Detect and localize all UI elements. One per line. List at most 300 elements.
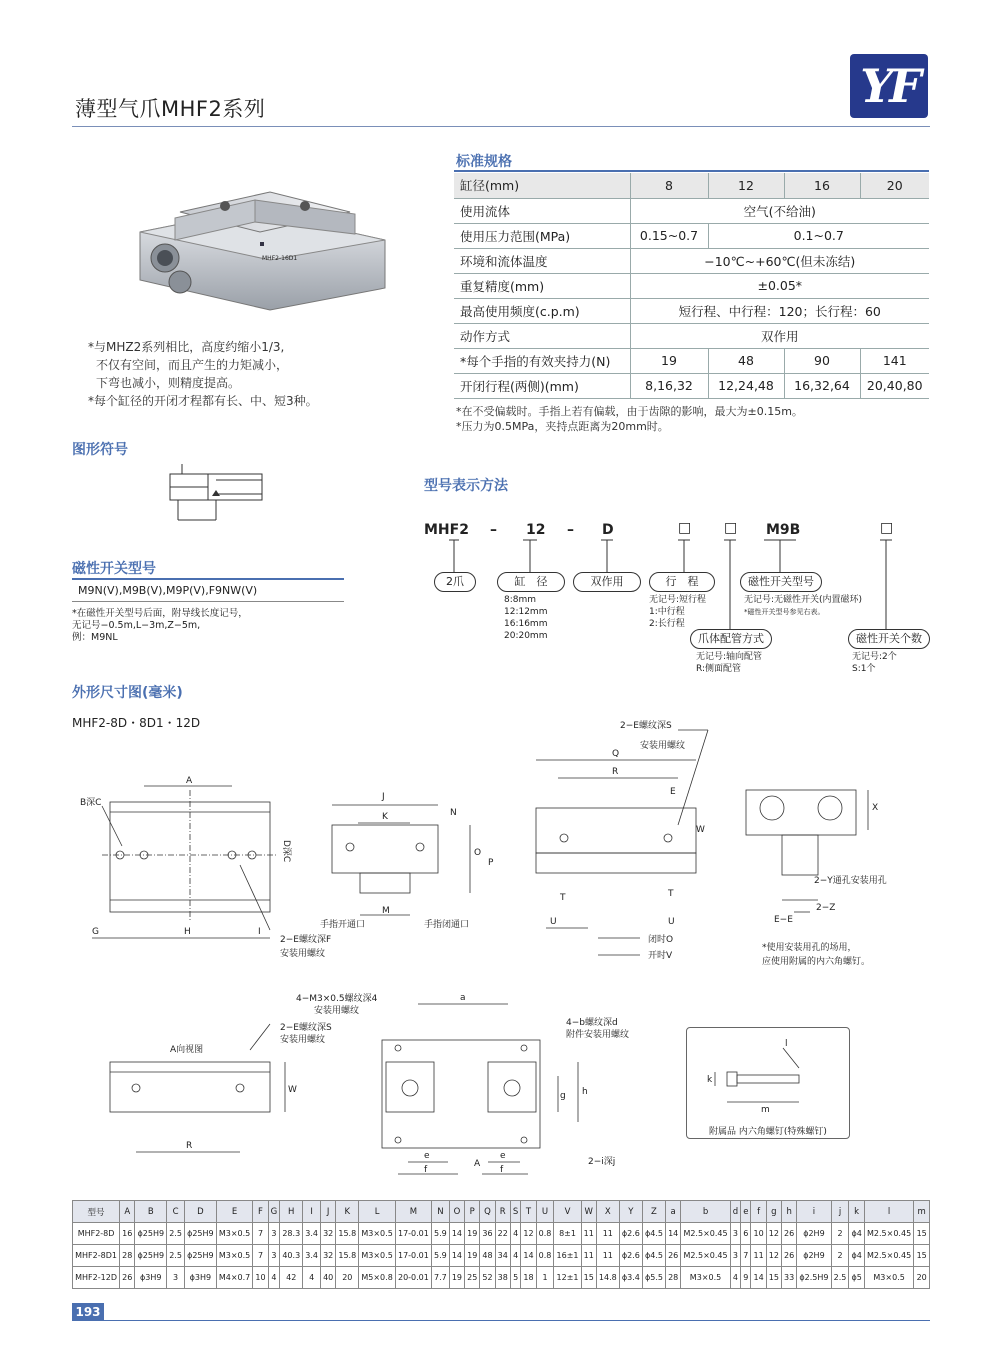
dim-cell: ϕ2H9 — [797, 1245, 831, 1267]
spec-label: *每个手指的有效夹持力(N) — [454, 348, 630, 373]
svg-text:U: U — [550, 917, 557, 927]
dim-cell: 2.5 — [167, 1245, 185, 1267]
dim-cell: M2.5×0.45 — [864, 1223, 913, 1245]
stroke-option: 无记号:短行程 — [649, 595, 707, 605]
bore-option: 20:20mm — [504, 631, 548, 641]
dims-heading: 外形尺寸图(毫米) — [72, 685, 183, 701]
label-switch-model: 磁性开关型号 — [740, 572, 822, 592]
mount-thread-label: 安装用螺纹 — [280, 949, 326, 959]
dim-cell: 7 — [253, 1223, 268, 1245]
dim-header-cell: l — [864, 1201, 913, 1223]
spec-rule — [454, 170, 929, 172]
code-action: D — [602, 522, 614, 538]
dim-cell: 25 — [465, 1267, 480, 1289]
dim-cell: 6 — [741, 1223, 751, 1245]
spec-row — [454, 373, 929, 398]
dim-header-cell: O — [449, 1201, 464, 1223]
dim-cell: ϕ25H9 — [135, 1245, 167, 1267]
code-dash: – — [490, 522, 497, 538]
dim-header-cell: K — [336, 1201, 359, 1223]
svg-text:e: e — [500, 1151, 506, 1161]
dim-cell: 5.9 — [431, 1245, 449, 1267]
svg-text:O: O — [474, 848, 482, 858]
dim-cell: 14 — [521, 1245, 536, 1267]
dim-cell: 2.5 — [167, 1223, 185, 1245]
dim-cell: 32 — [321, 1245, 336, 1267]
dim-cell: 1 — [536, 1267, 554, 1289]
feature-line: *与MHZ2系列相比，高度约缩小1/3, — [88, 340, 285, 354]
dim-cell: ϕ3H9 — [184, 1267, 216, 1289]
end-view-drawing — [738, 780, 928, 975]
switch-note: 例：M9NL — [72, 632, 118, 643]
dim-cell: 11 — [581, 1223, 596, 1245]
dim-header-cell: i — [797, 1201, 831, 1223]
dim-cell: 18 — [521, 1267, 536, 1289]
dim-cell: 10 — [253, 1267, 268, 1289]
spec-cell: −10℃~+60℃(但未冻结) — [630, 248, 929, 273]
spec-row — [454, 348, 929, 373]
dim-header-cell: U — [536, 1201, 554, 1223]
dim-cell: ϕ3.4 — [619, 1267, 642, 1289]
spec-cell: 空气(不给油) — [630, 198, 929, 223]
dims-subtitle: MHF2-8D・8D1・12D — [72, 716, 201, 730]
dim-header-cell: T — [521, 1201, 536, 1223]
dim-cell: 7.7 — [431, 1267, 449, 1289]
dim-cell: 4 — [510, 1245, 520, 1267]
dim-header-cell: I — [303, 1201, 321, 1223]
dim-cell: 3 — [268, 1245, 280, 1267]
spec-cell: 141 — [860, 348, 929, 373]
dim-cell: 26 — [666, 1245, 681, 1267]
spec-label: 缸径(mm) — [454, 173, 630, 198]
spec-table — [454, 173, 929, 399]
switch-note: 无记号−0.5m,L−3m,Z−5m, — [72, 620, 201, 631]
code-stroke-box: □ — [678, 520, 692, 536]
dim-header-cell: C — [167, 1201, 185, 1223]
dim-header-cell: H — [280, 1201, 303, 1223]
dim-cell: 5 — [510, 1267, 520, 1289]
m3-mount-text: 安装用螺纹 — [314, 1006, 360, 1016]
piping-option: 无记号:轴向配管 — [696, 652, 763, 662]
dim-row — [73, 1223, 930, 1245]
dim-cell: 15 — [766, 1267, 781, 1289]
dim-cell: 4 — [510, 1223, 520, 1245]
label-action: 双作用 — [573, 572, 641, 592]
svg-text:R: R — [186, 1141, 193, 1151]
dim-cell: 11 — [581, 1245, 596, 1267]
thread-es-label: 2−E螺纹深S — [620, 721, 672, 731]
dim-cell: 3 — [730, 1223, 740, 1245]
dim-cell: M2.5×0.45 — [681, 1223, 730, 1245]
dim-cell: 12 — [521, 1223, 536, 1245]
dim-cell: 15 — [914, 1223, 930, 1245]
spec-label: 最高使用频度(c.p.m) — [454, 298, 630, 323]
dim-header-cell: B — [135, 1201, 167, 1223]
dim-cell: 28 — [666, 1267, 681, 1289]
page-title: 薄型气爪MHF2系列 — [75, 97, 266, 121]
switch-heading: 磁性开关型号 — [72, 561, 156, 577]
dim-header-cell: L — [359, 1201, 396, 1223]
dim-cell: 19 — [449, 1267, 464, 1289]
code-piping-box: □ — [724, 520, 738, 536]
stroke-option: 2:长行程 — [649, 619, 685, 629]
code-count-box: □ — [880, 520, 894, 536]
label-bore: 缸 径 — [497, 572, 565, 592]
spec-row — [454, 273, 929, 298]
svg-text:X: X — [872, 803, 879, 813]
dim-cell: 2 — [831, 1223, 849, 1245]
dim-header-cell: P — [465, 1201, 480, 1223]
a-view-label: A向视图 — [170, 1045, 204, 1055]
dim-cell: ϕ2.5H9 — [797, 1267, 831, 1289]
dim-header-cell: D — [184, 1201, 216, 1223]
spec-cell: 双作用 — [630, 323, 929, 348]
dim-cell: 20 — [914, 1267, 930, 1289]
dim-cell: 34 — [495, 1245, 510, 1267]
svg-text:J: J — [382, 792, 385, 802]
dim-cell: MHF2-8D1 — [73, 1245, 120, 1267]
b-depth-label: B深C — [80, 798, 102, 808]
b-thread-text: 4−b螺纹深d — [566, 1018, 618, 1028]
dim-cell: 28 — [120, 1245, 135, 1267]
dim-cell: ϕ25H9 — [184, 1245, 216, 1267]
svg-text:f: f — [424, 1165, 428, 1175]
dim-header-cell: f — [751, 1201, 766, 1223]
spec-note: *在不受偏载时。手指上若有偏载，由于齿隙的影响，最大为±0.15m。 — [456, 405, 803, 418]
dim-row — [73, 1245, 930, 1267]
svg-text:K: K — [382, 812, 388, 822]
dim-header-cell: m — [914, 1201, 930, 1223]
dim-header-cell: 型号 — [73, 1201, 120, 1223]
spec-cell: 90 — [784, 348, 860, 373]
dim-cell: 52 — [480, 1267, 495, 1289]
switch-notes — [72, 608, 248, 644]
label-claw: 2爪 — [434, 572, 476, 592]
dim-cell: ϕ4.5 — [642, 1223, 665, 1245]
thread-ef-label: 2−E螺纹深F — [280, 935, 332, 945]
spec-label: 开闭行程(两侧)(mm) — [454, 373, 630, 398]
thread-es-callout — [280, 1022, 332, 1046]
dim-header-cell: N — [431, 1201, 449, 1223]
dim-header-cell: F — [253, 1201, 268, 1223]
spec-note: *压力为0.5MPa，夹持点距离为20mm时。 — [456, 420, 669, 433]
dim-header-cell: h — [782, 1201, 797, 1223]
dim-cell: M2.5×0.45 — [864, 1245, 913, 1267]
dim-cell: 4 — [268, 1267, 280, 1289]
spec-label: 使用流体 — [454, 198, 630, 223]
dim-cell: 3.4 — [303, 1245, 321, 1267]
dim-cell: 14 — [666, 1223, 681, 1245]
m3-thread-text: 4−M3×0.5螺纹深4 — [296, 994, 378, 1004]
feature-line: 下弯也减小，则精度提高。 — [96, 376, 241, 390]
svg-text:T: T — [560, 893, 566, 903]
bore-option: 8:8mm — [504, 595, 537, 605]
code-mhf2: MHF2 — [424, 522, 469, 538]
svg-text:E: E — [670, 787, 676, 797]
spec-cell: 48 — [708, 348, 784, 373]
dim-cell: 26 — [120, 1267, 135, 1289]
product-photo — [130, 170, 390, 320]
spec-cell: 8,16,32 — [630, 373, 708, 398]
open-v-label: 开时V — [648, 951, 673, 961]
dim-cell: 19 — [465, 1245, 480, 1267]
dim-cell: 9 — [741, 1267, 751, 1289]
dim-cell: 42 — [280, 1267, 303, 1289]
title-rule — [72, 126, 930, 127]
spec-label: 环境和流体温度 — [454, 248, 630, 273]
dimension-table — [72, 1200, 930, 1289]
spec-notes — [456, 404, 803, 434]
dim-cell: 8±1 — [554, 1223, 581, 1245]
dim-cell: 26 — [782, 1223, 797, 1245]
dim-header-cell: a — [666, 1201, 681, 1223]
spec-cell: 短行程、中行程：120；长行程：60 — [630, 298, 929, 323]
brand-logo: YF — [850, 54, 928, 118]
svg-text:A: A — [474, 1159, 481, 1169]
dim-cell: M2.5×0.45 — [681, 1245, 730, 1267]
dim-cell: 7 — [253, 1245, 268, 1267]
svg-text:k: k — [707, 1075, 713, 1085]
pneumatic-symbol — [160, 460, 270, 530]
svg-text:W: W — [288, 1085, 297, 1095]
dim-header-cell: Q — [480, 1201, 495, 1223]
spec-row — [454, 248, 929, 273]
front-view-drawing — [72, 770, 332, 970]
spec-label: 使用压力范围(MPa) — [454, 223, 630, 248]
dim-header-cell: G — [268, 1201, 280, 1223]
dim-cell: 40 — [321, 1267, 336, 1289]
piping-options — [696, 651, 762, 675]
dim-cell: 3 — [167, 1267, 185, 1289]
dim-cell: 15.8 — [336, 1245, 359, 1267]
feature-list — [88, 338, 318, 410]
dim-cell: 14 — [449, 1223, 464, 1245]
page-number: 193 — [72, 1303, 104, 1321]
accessory-label: 附属品 内六角螺钉(特殊螺钉) — [709, 1127, 827, 1137]
spec-row — [454, 298, 929, 323]
dim-header-cell: A — [120, 1201, 135, 1223]
dim-cell: 33 — [782, 1267, 797, 1289]
dim-cell: 4 — [730, 1267, 740, 1289]
dim-cell: MHF2-8D — [73, 1223, 120, 1245]
dim-cell: 16 — [120, 1223, 135, 1245]
spec-cell: 16 — [784, 173, 860, 198]
bore-options — [504, 594, 547, 642]
spec-label: 动作方式 — [454, 323, 630, 348]
switch-models: M9N(V),M9B(V),M9P(V),F9NW(V) — [72, 578, 344, 602]
dim-header-cell: Y — [619, 1201, 642, 1223]
piping-option: R:侧面配管 — [696, 664, 742, 674]
dim-cell: 0.8 — [536, 1245, 554, 1267]
svg-text:A: A — [186, 776, 193, 786]
feature-line: *每个缸径的开闭才程都有长、中、短3种。 — [88, 394, 318, 408]
svg-text:T: T — [668, 889, 674, 899]
b-thread-callout — [566, 1017, 629, 1041]
svg-text:U: U — [668, 917, 675, 927]
stroke-option: 1:中行程 — [649, 607, 685, 617]
model-code-heading: 型号表示方法 — [424, 478, 508, 494]
dim-header-cell: b — [681, 1201, 730, 1223]
dim-cell: 3 — [730, 1245, 740, 1267]
label-switch-count: 磁性开关个数 — [848, 629, 930, 649]
spec-cell: 12 — [708, 173, 784, 198]
svg-text:N: N — [450, 808, 457, 818]
svg-text:l: l — [785, 1039, 788, 1049]
dim-cell: 48 — [480, 1245, 495, 1267]
dim-cell: ϕ4 — [849, 1223, 864, 1245]
feature-line: 不仅有空间，而且产生的力矩减小， — [96, 358, 289, 372]
dim-cell: 3.4 — [303, 1223, 321, 1245]
svg-text:Q: Q — [612, 749, 620, 759]
dim-cell: ϕ5.5 — [642, 1267, 665, 1289]
dim-cell: 14 — [751, 1267, 766, 1289]
dim-cell: 0.8 — [536, 1223, 554, 1245]
spec-cell: 20 — [860, 173, 929, 198]
dim-cell: 12 — [766, 1223, 781, 1245]
svg-text:h: h — [582, 1087, 588, 1097]
dim-cell: 15.8 — [336, 1223, 359, 1245]
closed-o-label: 闭时O — [648, 935, 674, 945]
spec-row — [454, 223, 929, 248]
attach-thread-text: 附件安装用螺纹 — [566, 1030, 630, 1040]
dim-cell: M3×0.5 — [681, 1267, 730, 1289]
count-option: S:1个 — [852, 664, 876, 674]
dim-cell: 36 — [480, 1223, 495, 1245]
m3-callout — [296, 993, 377, 1017]
dim-cell: 2 — [831, 1245, 849, 1267]
symbol-heading: 图形符号 — [72, 442, 128, 458]
dim-cell: ϕ2.6 — [619, 1245, 642, 1267]
mount-thread-text: 安装用螺纹 — [280, 1035, 326, 1045]
switch-option: 无记号:无磁性开关(内置磁环) — [744, 595, 863, 605]
z2-label: 2−Z — [816, 903, 836, 913]
dim-cell: 3 — [268, 1223, 280, 1245]
svg-text:f: f — [500, 1165, 504, 1175]
switch-option: *磁性开关型号参见右表。 — [744, 608, 825, 616]
spec-cell: 8 — [630, 173, 708, 198]
dim-cell: 5.9 — [431, 1223, 449, 1245]
dim-cell: 12 — [766, 1245, 781, 1267]
spec-label: 重复精度(mm) — [454, 273, 630, 298]
svg-text:I: I — [258, 927, 261, 937]
dim-header-cell: Z — [642, 1201, 665, 1223]
dim-cell: ϕ2.6 — [619, 1223, 642, 1245]
spec-cell: 12,24,48 — [708, 373, 784, 398]
dim-cell: 17-0.01 — [395, 1223, 431, 1245]
dim-cell: M3×0.5 — [216, 1245, 253, 1267]
dim-cell: MHF2-12D — [73, 1267, 120, 1289]
open-port-label: 手指开通口 — [320, 920, 366, 930]
dim-cell: ϕ25H9 — [184, 1223, 216, 1245]
dim-cell: ϕ25H9 — [135, 1223, 167, 1245]
dim-header-cell: e — [741, 1201, 751, 1223]
dim-cell: 11 — [596, 1223, 619, 1245]
code-switch: M9B — [766, 522, 801, 538]
spec-cell: 16,32,64 — [784, 373, 860, 398]
dim-cell: 15 — [581, 1267, 596, 1289]
dim-cell: 20 — [336, 1267, 359, 1289]
svg-text:P: P — [488, 858, 494, 868]
spec-cell: 20,40,80 — [860, 373, 929, 398]
accessory-box — [686, 1027, 850, 1139]
dim-header-cell: V — [554, 1201, 581, 1223]
dim-header-cell: J — [321, 1201, 336, 1223]
dim-cell: 16±1 — [554, 1245, 581, 1267]
svg-text:e: e — [424, 1151, 430, 1161]
bore-option: 12:12mm — [504, 607, 548, 617]
dim-header-cell: j — [831, 1201, 849, 1223]
dim-cell: 20-0.01 — [395, 1267, 431, 1289]
dim-cell: ϕ4.5 — [642, 1245, 665, 1267]
dim-cell: ϕ5 — [849, 1267, 864, 1289]
dim-cell: 14 — [449, 1245, 464, 1267]
a-view-drawing — [100, 1010, 300, 1160]
dim-cell: 32 — [321, 1223, 336, 1245]
dim-cell: 40.3 — [280, 1245, 303, 1267]
dim-header-cell: X — [596, 1201, 619, 1223]
spec-heading: 标准规格 — [456, 154, 512, 170]
dim-cell: 14.8 — [596, 1267, 619, 1289]
switch-note: *在磁性开关型号后面，附导线长度记号， — [72, 608, 248, 619]
code-dash: – — [567, 522, 574, 538]
thread-es-text: 2−E螺纹深S — [280, 1023, 332, 1033]
dim-cell: 2.5 — [831, 1267, 849, 1289]
dim-header-cell: d — [730, 1201, 740, 1223]
dim-cell: 7 — [741, 1245, 751, 1267]
dim-cell: M3×0.5 — [216, 1223, 253, 1245]
side-view-drawing — [320, 785, 500, 935]
count-option: 无记号:2个 — [852, 652, 897, 662]
svg-text:W: W — [696, 825, 705, 835]
code-bore: 12 — [526, 522, 546, 538]
dim-cell: M5×0.8 — [359, 1267, 396, 1289]
top-view-drawing — [528, 720, 738, 970]
spec-cell: 0.1~0.7 — [708, 223, 929, 248]
svg-text:H: H — [184, 927, 191, 937]
hex-note-2: 应使用附属的内六角螺钉。 — [762, 957, 871, 967]
spec-cell: 19 — [630, 348, 708, 373]
dim-cell: ϕ4 — [849, 1245, 864, 1267]
dim-header-cell: k — [849, 1201, 864, 1223]
dim-cell: 12±1 — [554, 1267, 581, 1289]
close-port-label: 手指闭通口 — [424, 920, 470, 930]
y-hole-label: 2−Y通孔安装用孔 — [814, 876, 887, 886]
dim-header-cell: W — [581, 1201, 596, 1223]
svg-text:g: g — [560, 1091, 566, 1101]
dim-cell: 19 — [465, 1223, 480, 1245]
dim-cell: M3×0.5 — [359, 1223, 396, 1245]
dim-cell: ϕ3H9 — [135, 1267, 167, 1289]
spec-cell: ±0.05* — [630, 273, 929, 298]
label-stroke: 行 程 — [649, 572, 715, 592]
dim-row — [73, 1267, 930, 1289]
d-depth-label: D深C — [281, 840, 291, 863]
label-piping: 爪体配管方式 — [690, 629, 772, 649]
svg-text:m: m — [761, 1105, 770, 1115]
count-options — [852, 651, 897, 675]
spec-row — [454, 173, 929, 198]
dim-cell: 22 — [495, 1223, 510, 1245]
i-depth-label: 2−i深j — [588, 1157, 616, 1167]
dim-cell: 17-0.01 — [395, 1245, 431, 1267]
dim-cell: 4 — [303, 1267, 321, 1289]
switch-options — [744, 594, 862, 618]
dim-header-row — [73, 1201, 930, 1223]
dim-cell: 15 — [914, 1245, 930, 1267]
mount-thread-label-2: 安装用螺纹 — [640, 741, 686, 751]
spec-cell: 0.15~0.7 — [630, 223, 708, 248]
dim-header-cell: E — [216, 1201, 253, 1223]
